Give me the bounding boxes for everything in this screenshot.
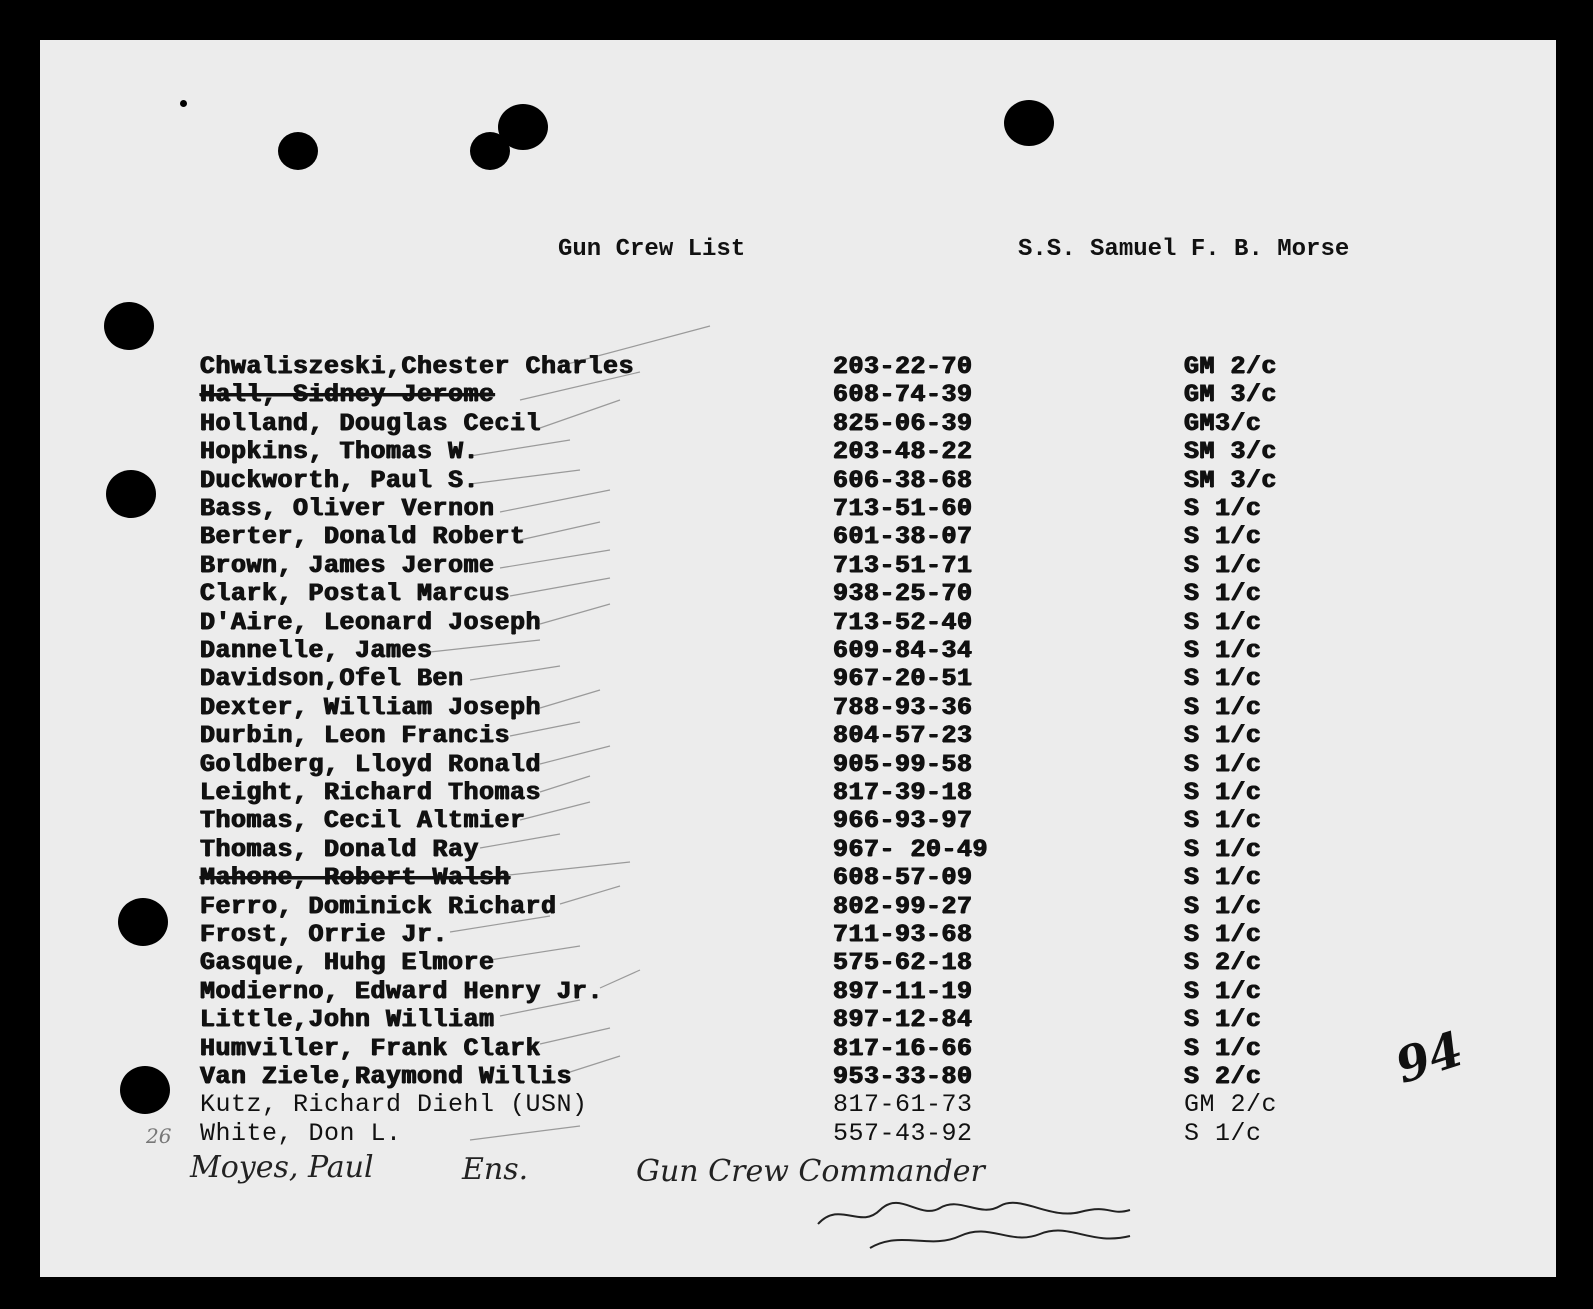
inspector-signature — [810, 1190, 1150, 1260]
crew-name: Ferro, Dominick Richard — [200, 891, 557, 921]
crew-rating: GM 3/c — [1184, 380, 1278, 410]
crew-row — [0, 664, 1593, 693]
crew-rating: S 2/c — [1184, 948, 1262, 978]
crew-rating: GM3/c — [1184, 408, 1262, 438]
crew-service-number: 825-06-39 — [833, 408, 973, 438]
officer-name: Moyes, Paul — [190, 1150, 374, 1185]
crew-row — [0, 522, 1593, 551]
crew-row — [0, 352, 1593, 381]
crew-service-number: 713-51-71 — [833, 550, 973, 580]
crew-name: Gasque, Huhg Elmore — [200, 948, 495, 978]
crew-service-number: 606-38-68 — [833, 465, 973, 495]
crew-name: Kutz, Richard Diehl (USN) — [200, 1090, 588, 1120]
officer-rank: Ens. — [462, 1152, 529, 1187]
crew-row — [0, 835, 1593, 864]
crew-rating: S 1/c — [1184, 721, 1262, 751]
crew-rating: S 1/c — [1184, 607, 1262, 637]
crew-name: Bass, Oliver Vernon — [200, 494, 495, 523]
crew-name: Chwaliszeski,Chester Charles — [200, 352, 635, 381]
crew-service-number: 609-84-34 — [833, 636, 973, 665]
crew-row — [0, 892, 1593, 921]
crew-service-number: 608-74-39 — [833, 380, 973, 410]
crew-row — [0, 466, 1593, 495]
crew-rating: S 1/c — [1184, 834, 1262, 864]
crew-service-number: 557-43-92 — [833, 1118, 973, 1148]
crew-row — [0, 636, 1593, 665]
crew-rating: S 1/c — [1184, 920, 1262, 949]
crew-rating: S 1/c — [1184, 891, 1262, 921]
crew-service-number: 804-57-23 — [833, 721, 973, 751]
crew-service-number: 817-16-66 — [833, 1033, 973, 1063]
crew-name: Berter, Donald Robert — [200, 522, 526, 552]
crew-service-number: 713-51-60 — [833, 494, 973, 523]
crew-name: Humviller, Frank Clark — [200, 1033, 542, 1063]
crew-rating: S 1/c — [1184, 550, 1262, 580]
crew-rating: GM 2/c — [1184, 1090, 1278, 1120]
crew-service-number: 817-61-73 — [833, 1090, 973, 1120]
crew-service-number: 575-62-18 — [833, 948, 973, 978]
crew-name: Leight, Richard Thomas — [200, 778, 542, 807]
crew-row — [0, 409, 1593, 438]
crew-rating: S 1/c — [1184, 806, 1262, 836]
crew-rating: S 1/c — [1184, 1118, 1262, 1148]
crew-name: Van Ziele,Raymond Willis — [200, 1062, 573, 1091]
crew-name: Davidson,Ofel Ben — [200, 664, 464, 694]
crew-rating: S 1/c — [1184, 1005, 1262, 1035]
crew-name: Thomas, Cecil Altmier — [200, 806, 526, 836]
crew-service-number: 967- 20-49 — [833, 834, 989, 864]
crew-name: Little,John William — [200, 1005, 495, 1035]
crew-row — [0, 948, 1593, 977]
crew-rating: S 2/c — [1184, 1062, 1262, 1091]
crew-rating: S 1/c — [1184, 636, 1262, 665]
crew-count: 26 — [146, 1124, 172, 1148]
crew-service-number: 905-99-58 — [833, 749, 973, 779]
crew-service-number: 802-99-27 — [833, 891, 973, 921]
crew-rating: S 1/c — [1184, 863, 1262, 893]
crew-service-number: 966-93-97 — [833, 806, 973, 836]
crew-row — [0, 806, 1593, 835]
crew-rating: S 1/c — [1184, 522, 1262, 552]
crew-name: Durbin, Leon Francis — [200, 721, 511, 751]
crew-row — [0, 1090, 1593, 1119]
crew-row — [0, 1062, 1593, 1091]
crew-name: Dexter, William Joseph — [200, 692, 542, 722]
crew-service-number: 897-12-84 — [833, 1005, 973, 1035]
crew-row — [0, 977, 1593, 1006]
crew-row — [0, 920, 1593, 949]
crew-service-number: 608-57-09 — [833, 863, 973, 893]
crew-row — [0, 863, 1593, 892]
crew-name: Clark, Postal Marcus — [200, 579, 511, 609]
crew-service-number: 967-20-51 — [833, 664, 973, 694]
crew-name: Hall, Sidney Jerome — [200, 380, 495, 410]
crew-row — [0, 721, 1593, 750]
crew-row — [0, 608, 1593, 637]
crew-name: Goldberg, Lloyd Ronald — [200, 749, 542, 779]
crew-name: Dannelle, James — [200, 636, 433, 665]
crew-service-number: 601-38-07 — [833, 522, 973, 552]
crew-name: Holland, Douglas Cecil — [200, 408, 542, 438]
crew-rating: S 1/c — [1184, 664, 1262, 694]
crew-row — [0, 693, 1593, 722]
crew-rating: S 1/c — [1184, 778, 1262, 807]
crew-rating: GM 2/c — [1184, 352, 1278, 381]
crew-service-number: 713-52-40 — [833, 607, 973, 637]
crew-name: Modierno, Edward Henry Jr. — [200, 976, 604, 1006]
crew-rating: S 1/c — [1184, 579, 1262, 609]
crew-rating: SM 3/c — [1184, 465, 1278, 495]
crew-row — [0, 380, 1593, 409]
crew-rating: S 1/c — [1184, 494, 1262, 523]
ship-name: S.S. Samuel F. B. Morse — [1018, 236, 1350, 263]
crew-rating: S 1/c — [1184, 976, 1262, 1006]
crew-rating: S 1/c — [1184, 692, 1262, 722]
crew-row — [0, 778, 1593, 807]
crew-service-number: 788-93-36 — [833, 692, 973, 722]
crew-service-number: 938-25-70 — [833, 579, 973, 609]
crew-rating: S 1/c — [1184, 749, 1262, 779]
crew-service-number: 953-33-80 — [833, 1062, 973, 1091]
document-title: Gun Crew List — [558, 236, 746, 263]
crew-name: Brown, James Jerome — [200, 550, 495, 580]
crew-name: D'Aire, Leonard Joseph — [200, 607, 542, 637]
crew-row — [0, 437, 1593, 466]
crew-service-number: 203-48-22 — [833, 437, 973, 467]
crew-service-number: 203-22-70 — [833, 352, 973, 381]
crew-service-number: 817-39-18 — [833, 778, 973, 807]
crew-name: Duckworth, Paul S. — [200, 465, 480, 495]
crew-rating: SM 3/c — [1184, 437, 1278, 467]
crew-row — [0, 750, 1593, 779]
crew-rating: S 1/c — [1184, 1033, 1262, 1063]
folio-number: 94 — [1388, 1021, 1470, 1095]
crew-row — [0, 551, 1593, 580]
officer-role: Gun Crew Commander — [636, 1154, 985, 1189]
crew-service-number: 897-11-19 — [833, 976, 973, 1006]
crew-row — [0, 1119, 1593, 1148]
crew-name: Mahone, Robert Walsh — [200, 863, 511, 893]
crew-service-number: 711-93-68 — [833, 920, 973, 949]
crew-name: Frost, Orrie Jr. — [200, 920, 449, 949]
crew-name: Hopkins, Thomas W. — [200, 437, 480, 467]
crew-row — [0, 1034, 1593, 1063]
crew-name: White, Don L. — [200, 1118, 402, 1148]
crew-row — [0, 579, 1593, 608]
crew-row — [0, 494, 1593, 523]
crew-row — [0, 1005, 1593, 1034]
crew-name: Thomas, Donald Ray — [200, 834, 480, 864]
